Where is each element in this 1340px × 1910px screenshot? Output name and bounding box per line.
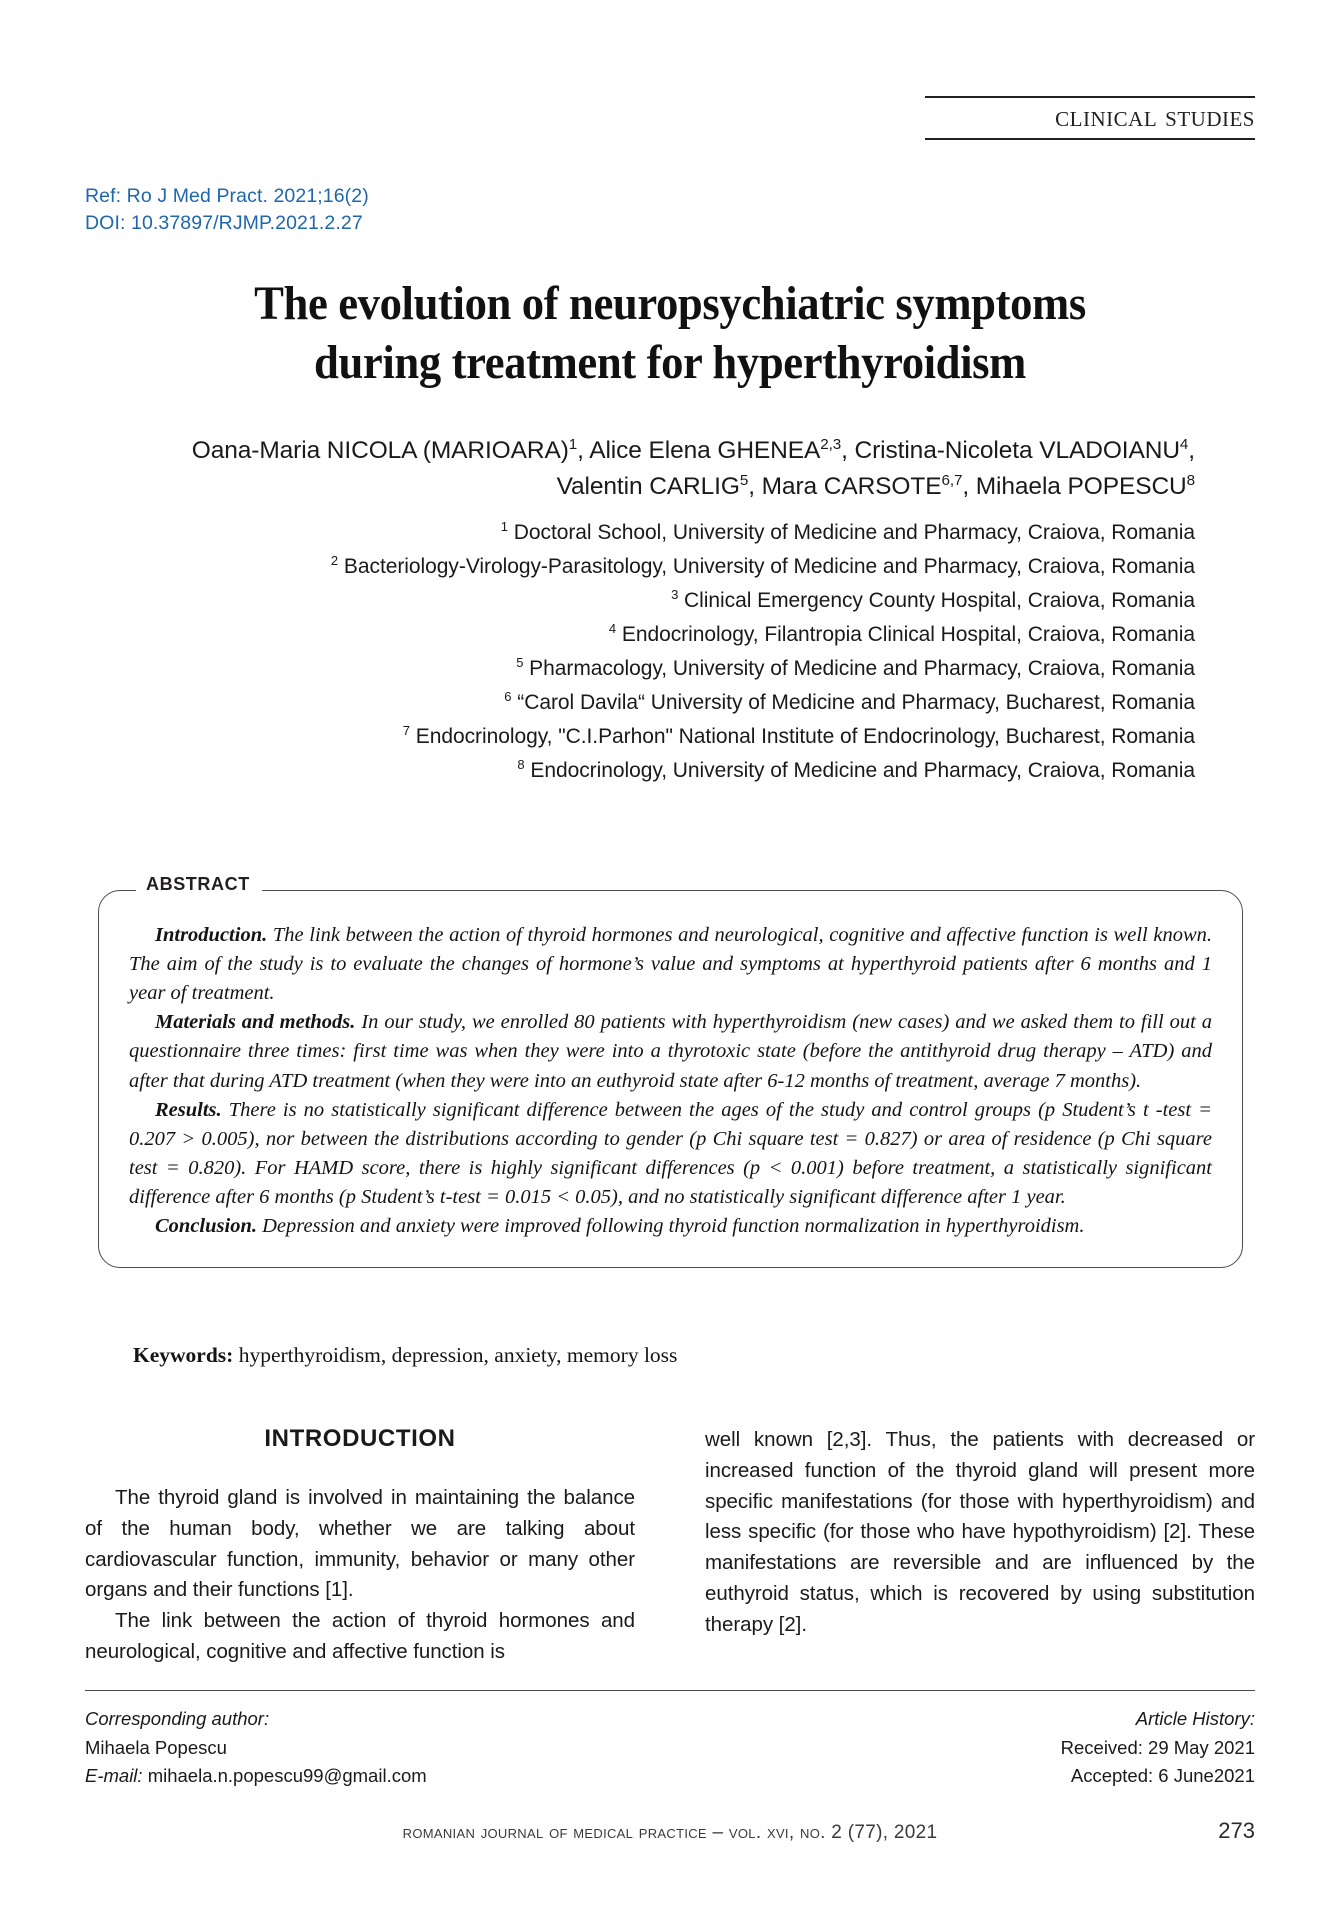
affiliation-text: Bacteriology-Virology-Parasitology, University of Medicine and Pharmacy, Craiova, Romania — [338, 555, 1195, 579]
keywords-line — [133, 1343, 1233, 1368]
affiliation-marker: 2 — [330, 553, 339, 569]
abstract-paragraph-text: Depression and anxiety were improved following thyroid function normalization in hyperthyroidism. — [256, 1215, 1085, 1238]
abstract-body — [129, 921, 1212, 1241]
affiliation-marker: 1 — [500, 519, 508, 534]
abstract-paragraph-text: The link between the action of thyroid hormones and neurological, cognitive and affective function is well known. The aim of the study is to evaluate the changes of hormone’s value and symptoms at hyperthyroid patients after 6 months and 1 year of treatment. — [129, 924, 1212, 1005]
affiliation-item — [150, 584, 1195, 618]
affiliation-text: Endocrinology, Filantropia Clinical Hospital, Craiova, Romania — [616, 623, 1195, 647]
abstract-paragraph-lead: Results. — [155, 1098, 222, 1121]
abstract-paragraph-lead: Materials and methods. — [155, 1011, 356, 1034]
article-history-label: Article History: — [1135, 1708, 1255, 1729]
footer-note-inner — [85, 1705, 1255, 1791]
affiliation-text: “Carol Davila“ University of Medicine and Pharmacy, Bucharest, Romania — [511, 691, 1195, 715]
abstract-paragraph-text: There is no statistically significant difference between the ages of the study and control groups (p Student’s t -test = 0.207 > 0.005), nor between the distributions according to gender (p Chi square test = 0.827) or area of residence (p Chi square test = 0.820). For HAMD score, there is highly significant differences (p < 0.001) before treatment, a statistically significant difference after 6 months (p Student’s t-test = 0.015 < 0.05), and no statistically significant difference after 1 year. — [129, 1098, 1212, 1208]
corresponding-author-block — [85, 1705, 427, 1791]
author-ghenea: , Alice Elena GHENEA — [577, 437, 821, 464]
affiliation-item — [150, 550, 1195, 584]
author-nicola-sup: 1 — [568, 435, 578, 453]
doi-line[interactable]: DOI: 10.37897/RJMP.2021.2.27 — [85, 211, 363, 234]
author-line1-tail: , — [1188, 437, 1195, 464]
intro-paragraph-2-continued: well known [2,3]. Thus, the patients with decreased or increased function of the thyroid gland will present more specific manifestations (for those with hyperthyroidism) and less specific (for those who have hypothyroidism) [2]. These manifestations are reversible and are influenced by the euthyroid status, which is recovered by using substitution therapy [2]. — [705, 1428, 1255, 1636]
affiliation-text: Endocrinology, "C.I.Parhon" National Institute of Endocrinology, Bucharest, Romania — [409, 725, 1195, 749]
intro-paragraph-1: The thyroid gland is involved in maintaining the balance of the human body, whether we are talking about cardiovascular function, immunity, behavior or many other organs and their functions [1]. — [85, 1486, 635, 1602]
abstract-section — [98, 868, 1243, 1268]
author-popescu-sup: 8 — [1186, 472, 1195, 490]
footer-note — [85, 1690, 1255, 1791]
keywords-values: hyperthyroidism, depression, anxiety, memory loss — [233, 1343, 678, 1367]
affiliation-item — [150, 686, 1195, 720]
author-popescu: , Mihaela POPESCU — [962, 473, 1187, 501]
affiliation-item — [150, 720, 1195, 754]
affiliation-item — [150, 516, 1195, 550]
corresponding-author-name: Mihaela Popescu — [85, 1736, 227, 1758]
affiliation-marker: 7 — [402, 723, 410, 739]
author-nicola: Oana-Maria NICOLA (MARIOARA) — [191, 437, 569, 464]
affiliation-marker: 6 — [504, 689, 512, 705]
reference-block — [85, 183, 369, 237]
author-carsote-sup: 6,7 — [941, 472, 963, 490]
running-head-label: clinical studies — [1055, 100, 1255, 133]
abstract-label: abstract — [136, 870, 262, 895]
abstract-paragraph — [129, 1096, 1212, 1212]
affiliation-marker: 8 — [517, 757, 525, 773]
reference-line: Ref: Ro J Med Pract. 2021;16(2) — [85, 185, 369, 207]
page-footer — [85, 1818, 1255, 1844]
column-right — [705, 1425, 1255, 1640]
article-accepted-date: Accepted: 6 June2021 — [1070, 1765, 1255, 1787]
author-vladoianu: , Cristina-Nicoleta VLADOIANU — [841, 437, 1180, 464]
corresponding-author-email[interactable] — [85, 1762, 427, 1791]
abstract-paragraph-lead: Conclusion. — [155, 1215, 257, 1238]
page-title — [177, 275, 1163, 392]
affiliation-item — [150, 652, 1195, 686]
affiliation-text: Clinical Emergency County Hospital, Craiova, Romania — [678, 589, 1195, 613]
journal-citation-line: romanian journal of medical practice – vol. xvi, no. 2 (77), 2021 — [402, 1822, 938, 1843]
abstract-paragraph — [129, 921, 1212, 1008]
affiliation-marker: 4 — [608, 621, 617, 637]
abstract-box — [98, 890, 1243, 1268]
title-line-1: The evolution of neuropsychiatric symptoms — [254, 277, 1086, 330]
abstract-paragraph — [129, 1008, 1212, 1095]
affiliation-item — [150, 618, 1195, 652]
email-value[interactable]: mihaela.n.popescu99@gmail.com — [142, 1765, 427, 1787]
affiliation-text: Doctoral School, University of Medicine and Pharmacy, Craiova, Romania — [507, 521, 1195, 544]
author-vladoianu-sup: 4 — [1179, 435, 1189, 453]
article-received-date: Received: 29 May 2021 — [1060, 1736, 1255, 1758]
email-label: E-mail: — [85, 1765, 143, 1787]
affiliation-text: Endocrinology, University of Medicine and Pharmacy, Craiova, Romania — [524, 759, 1195, 783]
author-line-1 — [150, 433, 1195, 469]
affiliation-text: Pharmacology, University of Medicine and Pharmacy, Craiova, Romania — [523, 657, 1195, 681]
affiliation-list — [150, 516, 1195, 788]
author-ghenea-sup: 2,3 — [820, 435, 842, 453]
keywords-label: Keywords: — [133, 1343, 234, 1367]
author-list — [150, 433, 1195, 506]
author-carlig-sup: 5 — [739, 472, 749, 490]
abstract-paragraph-lead: Introduction. — [155, 924, 268, 946]
column-left — [85, 1425, 635, 1668]
corresponding-author-label: Corresponding author: — [85, 1708, 270, 1729]
author-line-2 — [150, 469, 1195, 505]
author-carsote: , Mara CARSOTE — [748, 473, 942, 501]
abstract-paragraph — [129, 1212, 1212, 1241]
affiliation-marker: 3 — [671, 587, 679, 603]
body-columns — [85, 1425, 1255, 1663]
article-history-block — [1061, 1705, 1255, 1791]
affiliation-marker: 5 — [516, 655, 524, 671]
page-number: 273 — [1218, 1818, 1255, 1843]
intro-paragraph-2: The link between the action of thyroid hormones and neurological, cognitive and affective function is — [85, 1609, 635, 1663]
running-head — [925, 96, 1255, 140]
title-line-2: during treatment for hyperthyroidism — [313, 335, 1026, 389]
author-carlig: Valentin CARLIG — [556, 473, 740, 501]
affiliation-item — [150, 754, 1195, 788]
section-heading-introduction: INTRODUCTION — [264, 1425, 456, 1452]
abstract-paragraph-text: In our study, we enrolled 80 patients with hyperthyroidism (new cases) and we asked them to fill out a questionnaire three times: first time was when they were into a thyrotoxic state (before the antithyroid drug therapy – ATD) and after that during ATD treatment (when they were into an euthyroid state after 6-12 months of treatment, average 7 months). — [129, 1011, 1212, 1092]
